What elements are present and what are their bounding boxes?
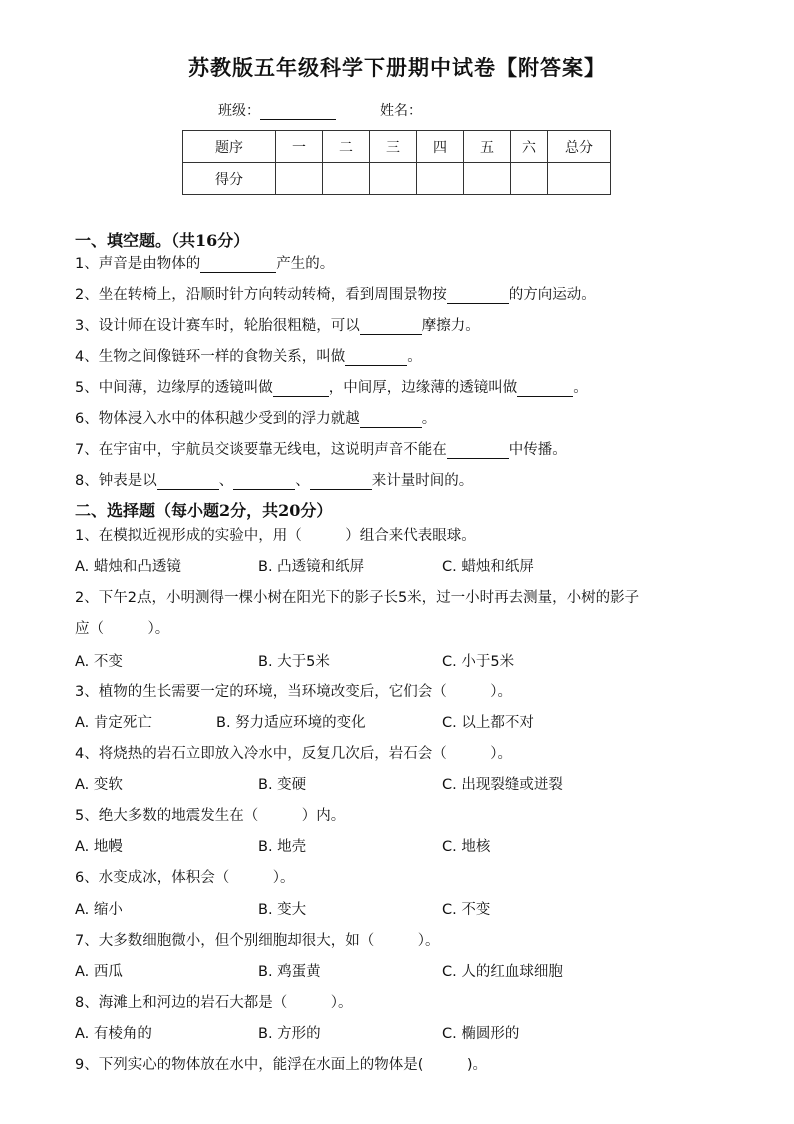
question-text: 4、生物之间像链环一样的食物关系，叫做	[75, 349, 346, 365]
choice-option[interactable]: A. 地幔	[75, 839, 123, 855]
question-text: 来计量时间的。	[371, 473, 474, 489]
exam-title: 苏教版五年级科学下册期中试卷【附答案】	[188, 55, 606, 80]
score-cell[interactable]	[276, 163, 323, 195]
choice-option[interactable]: A. 肯定死亡	[75, 715, 152, 731]
answer-blank[interactable]	[233, 475, 295, 490]
fill-question	[75, 438, 567, 459]
header-cell: 五	[464, 131, 511, 163]
choice-option[interactable]: C. 小于5米	[442, 654, 515, 670]
choice-option[interactable]: A. 变软	[75, 777, 123, 793]
choice-option[interactable]: C. 以上都不对	[442, 715, 534, 731]
choice-question-stem: 7、大多数细胞微小，但个别细胞却很大，如（ ）。	[75, 933, 440, 949]
class-field[interactable]	[260, 105, 336, 120]
question-text: 2、坐在转椅上，沿顺时针方向转动转椅，看到周围景物按	[75, 287, 447, 303]
choice-option[interactable]: C. 蜡烛和纸屏	[442, 559, 534, 575]
score-table	[182, 130, 611, 195]
fill-question	[75, 407, 436, 428]
choice-option[interactable]: A. 有棱角的	[75, 1026, 152, 1042]
choice-option[interactable]: A. 西瓜	[75, 964, 123, 980]
choice-option[interactable]: C. 出现裂缝或迸裂	[442, 777, 563, 793]
section-heading: 一、填空题。（共16分）	[75, 231, 250, 250]
answer-blank[interactable]	[360, 413, 422, 428]
fill-question	[75, 469, 473, 490]
choice-option[interactable]: C. 人的红血球细胞	[442, 964, 563, 980]
header-cell: 题序	[183, 131, 276, 163]
choice-question-stem: 2、下午2点，小明测得一棵小树在阳光下的影子长5米，过一小时再去测量，小树的影子	[75, 590, 640, 606]
answer-blank[interactable]	[200, 258, 276, 273]
question-text: 的方向运动。	[508, 287, 596, 303]
question-text: 3、设计师在设计赛车时，轮胎很粗糙，可以	[75, 318, 360, 334]
choice-option[interactable]: C. 地核	[442, 839, 491, 855]
question-text: 1、声音是由物体的	[75, 256, 201, 272]
answer-blank[interactable]	[447, 289, 509, 304]
header-cell: 四	[417, 131, 464, 163]
choice-option[interactable]: A. 不变	[75, 654, 123, 670]
choice-option[interactable]: B. 变硬	[258, 777, 307, 793]
header-cell: 一	[276, 131, 323, 163]
choice-question-stem: 4、将烧热的岩石立即放入冷水中，反复几次后，岩石会（ ）。	[75, 746, 512, 762]
score-table-score-row	[183, 163, 611, 195]
header-cell: 三	[370, 131, 417, 163]
section-heading: 二、选择题（每小题2分，共20分）	[75, 501, 333, 520]
choice-option[interactable]: B. 鸡蛋黄	[258, 964, 321, 980]
fill-question	[75, 345, 422, 366]
answer-blank[interactable]	[273, 382, 329, 397]
fill-question	[75, 376, 588, 397]
question-text: 7、在宇宙中，宇航员交谈要靠无线电，这说明声音不能在	[75, 442, 447, 458]
choice-question-stem: 9、下列实心的物体放在水中，能浮在水面上的物体是( )。	[75, 1057, 488, 1073]
choice-question-stem: 1、在模拟近视形成的实验中，用（ ）组合来代表眼球。	[75, 528, 476, 544]
question-text: 。	[421, 411, 437, 427]
header-cell: 六	[511, 131, 548, 163]
choice-question-stem: 3、植物的生长需要一定的环境，当环境改变后，它们会（ ）。	[75, 684, 512, 700]
score-cell[interactable]	[511, 163, 548, 195]
choice-question-stem: 5、绝大多数的地震发生在（ ）内。	[75, 808, 346, 824]
question-text: ，中间厚，边缘薄的透镜叫做	[328, 380, 518, 396]
answer-blank[interactable]	[157, 475, 219, 490]
header-cell: 二	[323, 131, 370, 163]
choice-option[interactable]: B. 地壳	[258, 839, 307, 855]
choice-option[interactable]: C. 椭圆形的	[442, 1026, 520, 1042]
student-info	[218, 100, 422, 120]
score-cell[interactable]	[464, 163, 511, 195]
question-text: 产生的。	[276, 256, 335, 272]
choice-option[interactable]: B. 变大	[258, 902, 307, 918]
choice-option[interactable]: B. 大于5米	[258, 654, 330, 670]
class-label: 班级：	[218, 103, 260, 119]
fill-question	[75, 283, 596, 304]
choice-question-stem: 8、海滩上和河边的岩石大都是（ ）。	[75, 995, 353, 1011]
question-text: 6、物体浸入水中的体积越少受到的浮力就越	[75, 411, 360, 427]
choice-question-stem: 6、水变成冰，体积会（ ）。	[75, 870, 295, 886]
fill-question	[75, 314, 480, 335]
answer-blank[interactable]	[310, 475, 372, 490]
score-cell[interactable]	[370, 163, 417, 195]
score-cell[interactable]	[417, 163, 464, 195]
question-text: 。	[407, 349, 422, 365]
answer-blank[interactable]	[345, 351, 407, 366]
choice-option[interactable]: B. 方形的	[258, 1026, 321, 1042]
fill-question	[75, 252, 334, 273]
header-cell: 总分	[548, 131, 611, 163]
question-text: 中传播。	[508, 442, 567, 458]
answer-blank[interactable]	[360, 320, 422, 335]
answer-blank[interactable]	[447, 444, 509, 459]
question-text: 8、钟表是以	[75, 473, 157, 489]
question-text: 、	[218, 473, 234, 489]
question-text: 5、中间薄，边缘厚的透镜叫做	[75, 380, 273, 396]
choice-question-stem-cont: 应（ ）。	[75, 621, 170, 637]
score-cell[interactable]	[323, 163, 370, 195]
choice-option[interactable]: C. 不变	[442, 902, 491, 918]
row-label: 得分	[183, 163, 276, 195]
choice-option[interactable]: A. 缩小	[75, 902, 123, 918]
score-cell[interactable]	[548, 163, 611, 195]
choice-option[interactable]: B. 凸透镜和纸屏	[258, 559, 365, 575]
name-label: 姓名：	[380, 103, 422, 119]
choice-option[interactable]: B. 努力适应环境的变化	[216, 715, 366, 731]
question-text: 。	[573, 380, 588, 396]
question-text: 、	[295, 473, 310, 489]
question-text: 摩擦力。	[421, 318, 480, 334]
choice-option[interactable]: A. 蜡烛和凸透镜	[75, 559, 181, 575]
answer-blank[interactable]	[517, 382, 573, 397]
score-table-header-row	[183, 131, 611, 163]
